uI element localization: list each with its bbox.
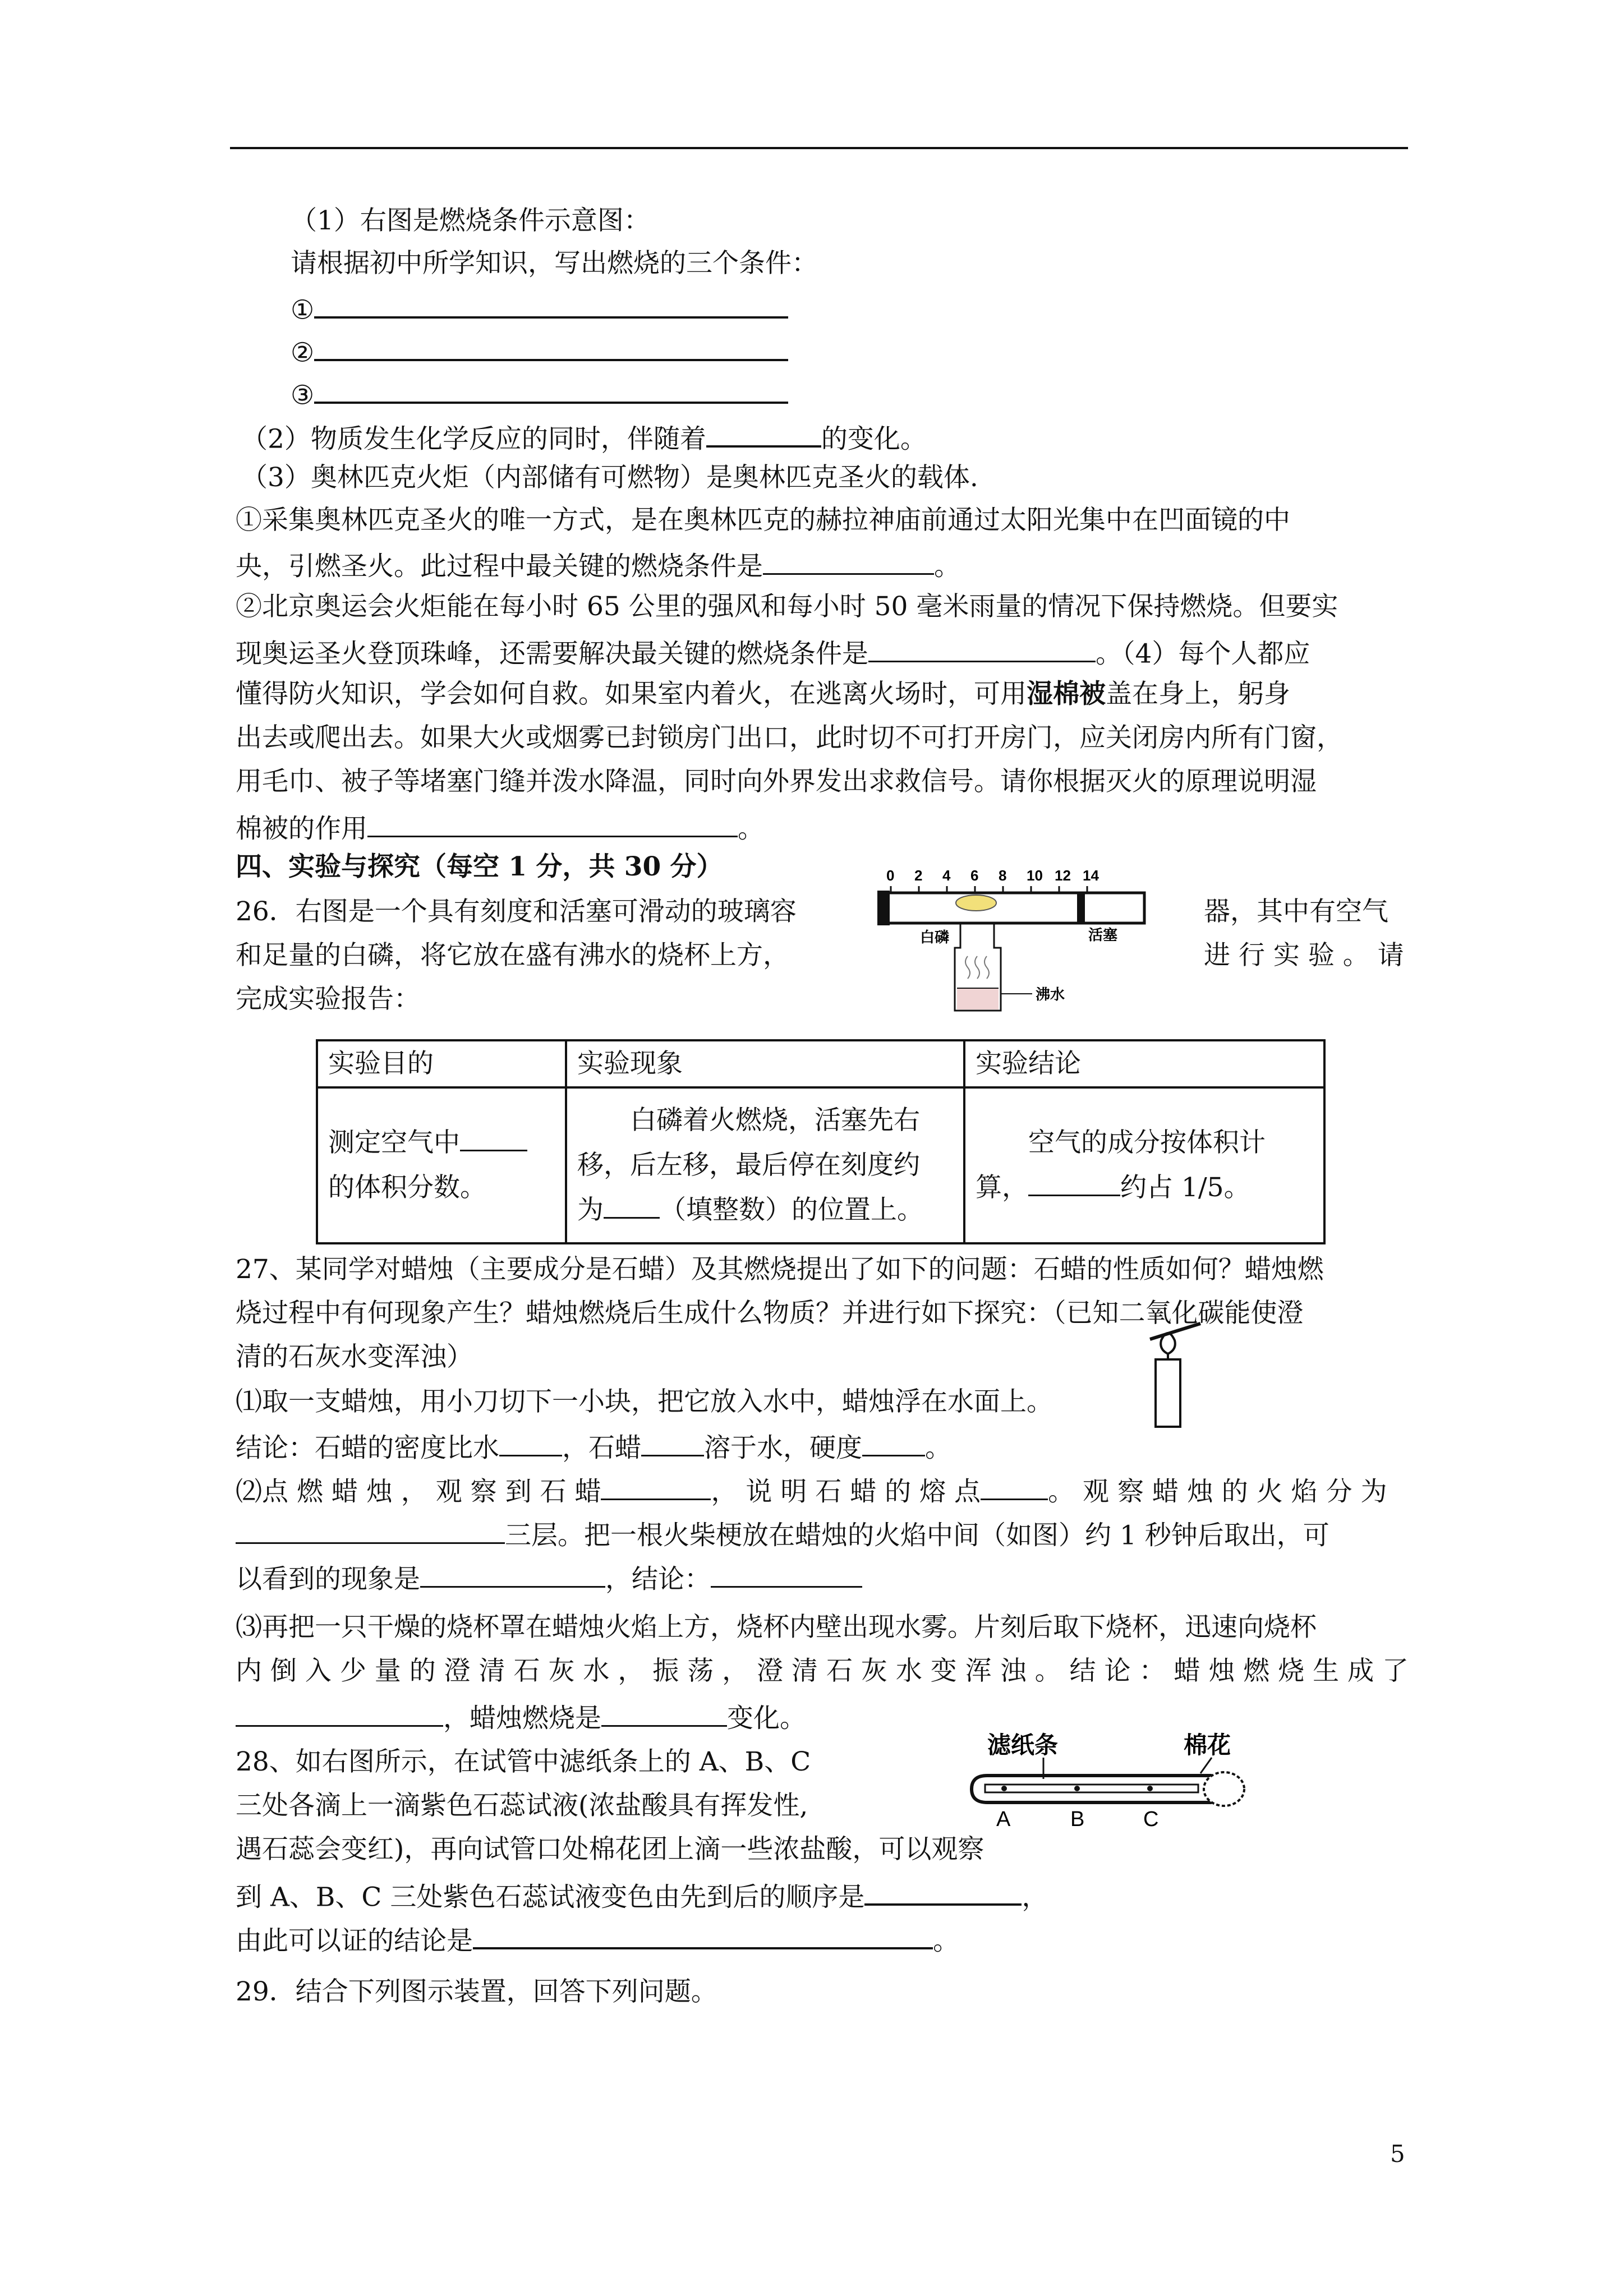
q3-2-text: 现奥运圣火登顶珠峰，还需要解决最关键的燃烧条件是 (236, 638, 868, 670)
label-white-phosphorus: 白磷 (920, 929, 950, 946)
label-cotton: 棉花 (1184, 1732, 1231, 1758)
filter-paper-strip (985, 1785, 1198, 1792)
answer-blank[interactable] (367, 812, 738, 837)
header-rule (230, 147, 1408, 149)
purpose-text: 测定空气中 (328, 1127, 460, 1158)
phenomenon-line3-end: （填整数）的位置上。 (660, 1195, 923, 1225)
p1-conclusion-a: 结论：石蜡的密度比水 (236, 1432, 499, 1464)
candle-match-figure (1139, 1318, 1212, 1430)
header-purpose: 实验目的 (317, 1040, 566, 1087)
q27-p1: ⑴取一支蜡烛，用小刀切下一小块，把它放入水中，蜡烛浮在水面上。 (236, 1386, 1053, 1417)
p2-line1-c: 。 观 察 蜡 烛 的 火 焰 分 为 (1048, 1476, 1387, 1507)
conclusion-line1: 空气的成分按体积计 (1028, 1127, 1266, 1158)
q4-bold-term: 湿棉被 (1027, 679, 1106, 709)
q2-text-end: 的变化。 (821, 423, 927, 455)
q26-line2-right: 进 行 实 验 。 请 (1204, 940, 1404, 971)
label-boiling-water: 沸水 (1036, 986, 1065, 1003)
q3-1-text-end: 。 (934, 551, 960, 582)
q29-line: 29．结合下列图示装置，回答下列问题。 (236, 1976, 717, 2007)
q4-text: 懂得防火知识，学会如何自救。如果室内着火，在逃离火场时，可用 (236, 679, 1027, 709)
q4-text-end: 盖在身上，躬身 (1106, 679, 1290, 709)
q3-2-text-end: 。（4）每个人都应 (1096, 638, 1310, 670)
q28-line2: 三处各滴上一滴紫色石蕊试液(浓盐酸具有挥发性, (236, 1790, 808, 1821)
label-filter-paper: 滤纸条 (987, 1732, 1059, 1758)
answer-blank[interactable] (420, 1562, 605, 1588)
ruler-ticks (886, 867, 1099, 894)
answer-blank[interactable] (763, 550, 934, 575)
q4-4-text-end: 。 (738, 813, 764, 845)
q28-line5-end: 。 (933, 1925, 959, 1957)
ruler-tick-label: 0 (886, 867, 895, 884)
p1-conclusion-d: 。 (925, 1432, 951, 1464)
q1-intro: （1）右图是燃烧条件示意图： (291, 205, 650, 236)
label-a: A (996, 1808, 1011, 1831)
q1-item-1 (291, 293, 788, 326)
header-phenomenon: 实验现象 (566, 1040, 964, 1087)
p2-line1-a: ⑵点 燃 蜡 烛 ， 观 察 到 石 蜡 (236, 1476, 601, 1507)
cotton-ball (1204, 1772, 1244, 1806)
drop-a (1001, 1786, 1007, 1791)
q4-4-text: 棉被的作用 (236, 813, 367, 845)
q1-item-2-marker: ② (291, 337, 315, 368)
steam-lines (965, 956, 989, 979)
phenomenon-line1: 白磷着火燃烧，活塞先右 (630, 1105, 920, 1136)
conclusion-line2-end: 约占 1/5。 (1120, 1172, 1250, 1203)
q28-line1: 28、如右图所示，在试管中滤纸条上的 A、B、C (236, 1746, 811, 1777)
matchstick (1150, 1324, 1200, 1339)
test-tube-figure (965, 1727, 1268, 1839)
answer-blank[interactable] (641, 1431, 704, 1456)
piston (1077, 893, 1085, 923)
phenomenon-line2: 移，后左移，最后停在刻度约 (577, 1150, 920, 1181)
answer-blank[interactable] (314, 335, 788, 361)
q26-report-table (316, 1039, 1326, 1244)
phenomenon-line3: 为 (577, 1195, 604, 1225)
answer-blank[interactable] (236, 1702, 443, 1727)
glass-tube (881, 893, 1144, 923)
q27-p3-line3 (236, 1702, 806, 1734)
page-number: 5 (1390, 2140, 1405, 2168)
cell-phenomenon (566, 1087, 964, 1243)
q28-line4 (236, 1880, 1048, 1913)
q26-line2-left: 和足量的白磷，将它放在盛有沸水的烧杯上方， (236, 940, 789, 971)
ruler-tick-label: 12 (1055, 867, 1071, 884)
answer-blank[interactable] (499, 1431, 562, 1456)
ruler-tick-label: 4 (942, 867, 951, 884)
q27-line1: 27、某同学对蜡烛（主要成分是石蜡）及其燃烧提出了如下的问题：石蜡的性质如何？蜡烛燃 (236, 1254, 1324, 1285)
q1-item-3 (291, 378, 788, 411)
answer-blank[interactable] (314, 378, 788, 404)
q4-line4 (236, 812, 764, 845)
label-b: B (1070, 1808, 1085, 1831)
p2-line3-b: ，结论： (605, 1564, 711, 1595)
q1-prompt: 请根据初中所学知识，写出燃烧的三个条件： (291, 248, 818, 279)
q26-line1-right: 器，其中有空气 (1204, 896, 1388, 927)
answer-blank[interactable] (236, 1519, 505, 1544)
answer-blank[interactable] (604, 1193, 660, 1219)
drop-c (1147, 1786, 1153, 1791)
q3-1-line1: ①采集奥林匹克圣火的唯一方式，是在奥林匹克的赫拉神庙前通过太阳光集中在凹面镜的中 (236, 505, 1290, 536)
q1-item-2 (291, 335, 788, 366)
answer-blank[interactable] (314, 293, 788, 319)
q28-line5 (236, 1924, 959, 1957)
answer-blank[interactable] (711, 1562, 862, 1588)
q2-text: （2）物质发生化学反应的同时，伴随着 (241, 423, 706, 455)
ruler-tick-label: 8 (999, 867, 1007, 884)
p2-line1-b: ， 说 明 石 蜡 的 熔 点 (711, 1476, 981, 1507)
ruler-tick-label: 2 (914, 867, 923, 884)
q27-line3: 清的石灰水变浑浊） (236, 1341, 473, 1372)
p2-line3-a: 以看到的现象是 (236, 1564, 420, 1595)
q4-line1 (236, 681, 1290, 707)
answer-blank[interactable] (460, 1126, 527, 1151)
p1-conclusion-c: 溶于水，硬度 (704, 1432, 862, 1464)
ruler-tick-label: 10 (1027, 867, 1043, 884)
candle-body (1156, 1359, 1180, 1427)
drop-b (1074, 1786, 1080, 1791)
tube-stopper (877, 891, 890, 925)
cell-conclusion (964, 1087, 1324, 1243)
p3-line3-after: 变化。 (727, 1703, 806, 1734)
p2-line2-text: 三层。把一根火柴梗放在蜡烛的火焰中间（如图）约 1 秒钟后取出，可 (505, 1520, 1329, 1551)
ruler-tick-label: 14 (1083, 867, 1099, 884)
q28-line5-text: 由此可以证的结论是 (236, 1925, 473, 1957)
q1-item-3-marker: ③ (291, 380, 315, 411)
q2-line (241, 422, 927, 455)
answer-blank[interactable] (862, 1431, 925, 1456)
q1-item-1-marker: ① (291, 294, 315, 326)
answer-blank[interactable] (981, 1475, 1048, 1500)
cell-purpose (317, 1087, 566, 1243)
q26-line1-left: 26．右图是一个具有刻度和活塞可滑动的玻璃容 (236, 896, 797, 927)
purpose-text-2: 的体积分数。 (328, 1172, 486, 1203)
q28-line4-text: 到 A、B、C 三处紫色石蕊试液变色由先到后的顺序是 (236, 1882, 865, 1913)
answer-blank[interactable] (868, 637, 1096, 662)
q27-p2-line2 (236, 1519, 1329, 1551)
q3-1-text: 央，引燃圣火。此过程中最关键的燃烧条件是 (236, 551, 763, 582)
q4-line2: 出去或爬出去。如果大火或烟雾已封锁房门出口，此时切不可打开房门，应关闭房内所有门窗， (236, 722, 1343, 753)
header-conclusion: 实验结论 (964, 1040, 1324, 1087)
q3-intro: （3）奥林匹克火炬（内部储有可燃物）是奥林匹克圣火的载体. (241, 462, 978, 493)
conclusion-line2: 算， (976, 1172, 1028, 1203)
answer-blank[interactable] (473, 1924, 933, 1949)
q27-p2-line3 (236, 1562, 862, 1595)
q26-line3: 完成实验报告： (236, 984, 420, 1015)
q3-1-line2 (236, 550, 960, 582)
q27-p3-line2: 内 倒 入 少 量 的 澄 清 石 灰 水 ， 振 荡 ， 澄 清 石 灰 水 变 浑 浊 。 结 论 ： 蜡 烛 燃 烧 生 成 了 (236, 1656, 1409, 1686)
answer-blank[interactable] (1028, 1171, 1120, 1196)
q27-p3-line1: ⑶再把一只干燥的烧杯罩在蜡烛火焰上方，烧杯内壁出现水雾。片刻后取下烧杯，迅速向烧杯 (236, 1612, 1317, 1643)
answer-blank[interactable] (601, 1702, 727, 1727)
white-phosphorus-blob (956, 895, 996, 911)
q4-line3: 用毛巾、被子等堵塞门缝并泼水降温，同时向外界发出求救信号。请你根据灭火的原理说明湿 (236, 766, 1317, 797)
answer-blank[interactable] (706, 422, 821, 448)
section-4-heading: 四、实验与探究（每空 1 分，共 30 分） (236, 851, 723, 882)
q26-apparatus-figure (864, 864, 1178, 1032)
q27-p2-line1 (236, 1475, 1387, 1505)
answer-blank[interactable] (601, 1475, 711, 1500)
test-tube (972, 1776, 1212, 1802)
cotton-leader (1200, 1758, 1212, 1773)
p3-line3-mid: ，蜡烛燃烧是 (443, 1703, 601, 1734)
q3-2-line2 (236, 637, 1310, 670)
label-piston: 活塞 (1088, 926, 1118, 943)
label-c: C (1143, 1808, 1159, 1831)
q27-p1-conclusion (236, 1431, 951, 1464)
p1-conclusion-b: ，石蜡 (562, 1432, 641, 1464)
answer-blank[interactable] (864, 1880, 1022, 1906)
q28-line4-end: ， (1022, 1882, 1048, 1913)
boiling-water (957, 988, 999, 1009)
q28-line3: 遇石蕊会变红)，再向试管口处棉花团上滴一些浓盐酸，可以观察 (236, 1834, 984, 1865)
ruler-tick-label: 6 (970, 867, 979, 884)
q27-line2: 烧过程中有何现象产生？蜡烛燃烧后生成什么物质？并进行如下探究：（已知二氧化碳能使澄 (236, 1298, 1304, 1329)
q3-2-line1: ②北京奥运会火炬能在每小时 65 公里的强风和每小时 50 毫米雨量的情况下保持燃烧。但要实 (236, 591, 1338, 622)
